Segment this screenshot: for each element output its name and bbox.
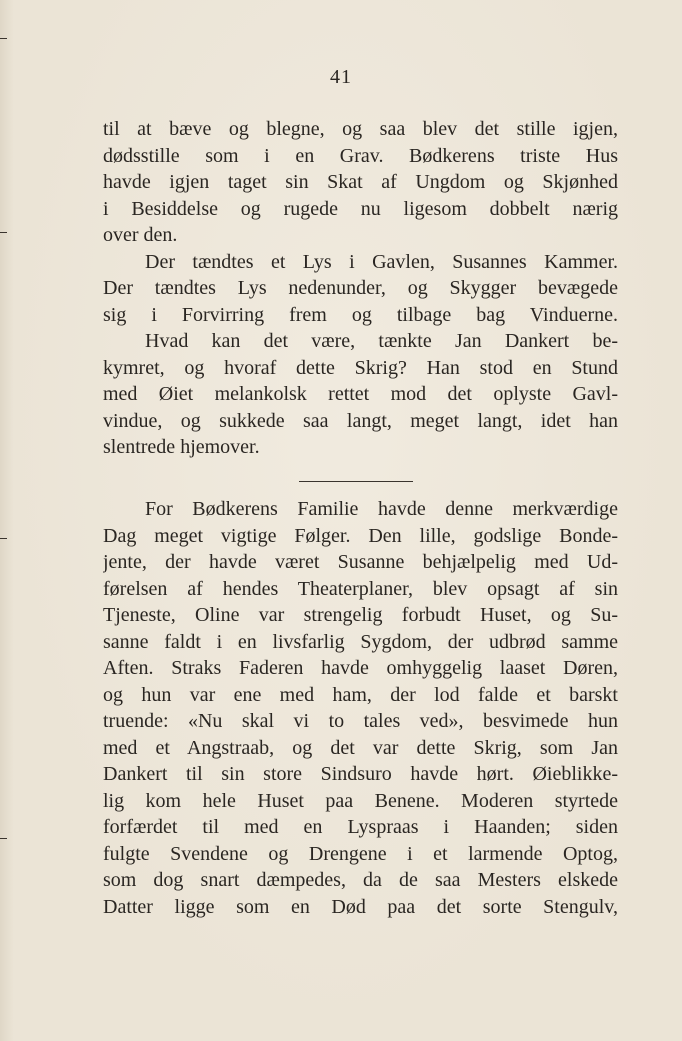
text-line: vindue, og sukkede saa langt, meget langt, idet han — [103, 409, 618, 432]
text-line: som dog snart dæmpedes, da de saa Mesters elskede — [103, 869, 618, 891]
section-divider — [299, 481, 413, 482]
text-line: Hvad kan det være, tænkte Jan Dankert be- — [145, 330, 618, 352]
margin-mark — [0, 232, 7, 233]
text-line: havde igjen taget sin Skat af Ungdom og Skjønhed — [103, 171, 618, 193]
text-line: Aften. Straks Faderen havde omhyggelig laaset Døren, — [103, 657, 618, 679]
text-line: sig i Forvirring frem og tilbage bag Vinduerne. — [103, 303, 618, 326]
text-line: sanne faldt i en livsfarlig Sygdom, der udbrød samme — [103, 630, 618, 653]
paragraph — [103, 116, 618, 249]
text-line: med et Angstraab, og det var dette Skrig, som Jan — [103, 736, 618, 759]
text-line: i Besiddelse og rugede nu ligesom dobbelt nærig — [103, 197, 618, 220]
text-line: Der tændtes Lys nedenunder, og Skygger bevægede — [103, 277, 618, 299]
text-line: Dankert til sin store Sindsuro havde hørt. Øieblikke- — [103, 763, 618, 785]
margin-mark — [0, 838, 7, 839]
paragraph — [103, 328, 618, 461]
text-line: slentrede hjemover. — [103, 436, 260, 458]
paragraph — [103, 249, 618, 329]
text-line: truende: «Nu skal vi to tales ved», besvimede hun — [103, 710, 618, 732]
text-line: førelsen af hendes Theaterplaner, blev opsagt af sin — [103, 577, 618, 600]
text-line: Tjeneste, Oline var strengelig forbudt Huset, og Su- — [103, 604, 618, 626]
margin-mark — [0, 38, 7, 39]
text-line: kymret, og hvoraf dette Skrig? Han stod en Stund — [103, 356, 618, 379]
text-line: Dag meget vigtige Følger. Den lille, godslige Bonde- — [103, 524, 618, 547]
text-line: jente, der havde været Susanne behjælpelig med Ud- — [103, 551, 618, 573]
text-line: og hun var ene med ham, der lod falde et barskt — [103, 683, 618, 706]
text-line: over den. — [103, 224, 178, 246]
text-line: til at bæve og blegne, og saa blev det stille igjen, — [103, 118, 618, 140]
paragraph — [103, 496, 618, 920]
text-line: dødsstille som i en Grav. Bødkerens triste Hus — [103, 144, 618, 167]
text-block-top — [103, 116, 618, 461]
text-line: lig kom hele Huset paa Benene. Moderen styrtede — [103, 789, 618, 812]
text-line: Datter ligge som en Død paa det sorte Stengulv, — [103, 895, 618, 918]
text-line: forfærdet til med en Lyspraas i Haanden; siden — [103, 816, 618, 838]
page-number: 41 — [330, 66, 352, 88]
margin-mark — [0, 538, 7, 539]
text-line: fulgte Svendene og Drengene i et larmende Optog, — [103, 842, 618, 865]
text-line: Der tændtes et Lys i Gavlen, Susannes Kammer. — [145, 250, 618, 273]
text-line: med Øiet melankolsk rettet mod det oplyste Gavl- — [103, 383, 618, 405]
text-line: For Bødkerens Familie havde denne merkværdige — [145, 498, 618, 520]
text-block-bottom — [103, 496, 618, 920]
